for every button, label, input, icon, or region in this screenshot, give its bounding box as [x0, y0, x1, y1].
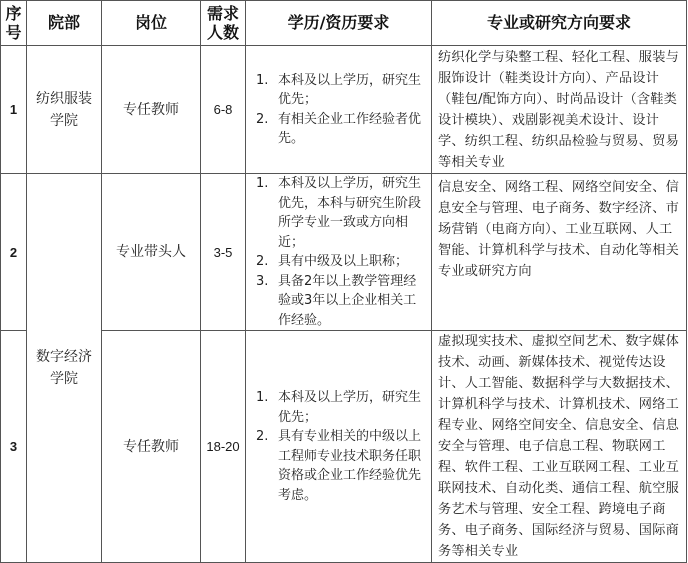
- requirement-index: 2.: [256, 429, 269, 444]
- requirement-text: 具有专业相关的中级以上工程师专业技术职务任职资格或企业工作经验优先考虑。: [278, 429, 422, 503]
- college-text: 数字经济学院: [36, 349, 92, 387]
- requirement-index: 1.: [256, 390, 269, 405]
- requirement-text: 有相关企业工作经验者优先。: [278, 111, 422, 146]
- requirement-item: [256, 252, 427, 272]
- header-seq: 序号: [1, 1, 27, 46]
- row-count: 3-5: [201, 174, 246, 331]
- row-count: 6-8: [201, 46, 246, 174]
- requirement-text: 本科及以上学历，研究生优先，本科与研究生阶段所学专业一致或方向相近；: [278, 176, 422, 250]
- table-row: [1, 174, 687, 331]
- requirement-text: 本科及以上学历，研究生优先；: [278, 390, 422, 425]
- header-count: 需求人数: [201, 1, 246, 46]
- row-college: [27, 174, 102, 563]
- requirement-item: [256, 388, 427, 427]
- row-major: 虚拟现实技术、虚拟空间艺术、数字媒体技术、动画、新媒体技术、视觉传达设计、人工智能、数据科学与大数据技术、计算机科学与技术、计算机技术、网络工程专业、网络空间安全、信息安全、信息安全与管理、电子信息工程、物联网工程、软件工程、工业互联网工程、工业互联网技术、自动化类、通信工程、航空服务艺术与管理、安全工程、跨境电子商务、电子商务、国际经济与贸易、国际商务等相关专业: [432, 331, 687, 563]
- requirement-item: [256, 427, 427, 505]
- row-seq: 1: [1, 46, 27, 174]
- row-requirements: [246, 46, 432, 174]
- row-post: 专业带头人: [102, 174, 201, 331]
- header-major: 专业或研究方向要求: [432, 1, 687, 46]
- row-requirements: [246, 174, 432, 331]
- row-major: 纺织化学与染整工程、轻化工程、服装与服饰设计（鞋类设计方向）、产品设计（鞋包/配饰方向）、时尚品设计（含鞋类设计模块）、戏剧影视美术设计、设计学、纺织工程、纺织品检验与贸易、贸易等相关专业: [432, 46, 687, 174]
- row-seq: 2: [1, 174, 27, 331]
- header-education: 学历/资历要求: [246, 1, 432, 46]
- requirement-index: 2.: [256, 111, 269, 127]
- requirement-text: 具有中级及以上职称；: [278, 254, 409, 269]
- header-college: 院部: [27, 1, 102, 46]
- row-college: [27, 46, 102, 174]
- requirement-item: [256, 71, 427, 110]
- table-row: [1, 331, 687, 563]
- header-post: 岗位: [102, 1, 201, 46]
- requirement-index: 1.: [256, 72, 269, 88]
- row-count: 18-20: [201, 331, 246, 563]
- requirement-item: [256, 110, 427, 149]
- row-requirements: [246, 331, 432, 563]
- requirement-item: [256, 272, 427, 331]
- requirement-index: 1.: [256, 176, 269, 191]
- row-major: 信息安全、网络工程、网络空间安全、信息安全与管理、电子商务、数字经济、市场营销（电商方向）、工业互联网、人工智能、计算机科学与技术、自动化等相关专业或研究方向: [432, 174, 687, 331]
- row-post: 专任教师: [102, 46, 201, 174]
- requirement-text: 本科及以上学历，研究生优先；: [278, 72, 422, 107]
- requirement-index: 2.: [256, 254, 269, 269]
- row-seq: 3: [1, 331, 27, 563]
- college-text: 纺织服装学院: [36, 90, 92, 129]
- requirement-text: 具备2年以上教学管理经验或3年以上企业相关工作经验。: [278, 273, 417, 328]
- row-post: 专任教师: [102, 331, 201, 563]
- header-row: [1, 1, 687, 46]
- requirement-index: 3.: [256, 273, 269, 289]
- table-row: [1, 46, 687, 174]
- requirement-item: [256, 174, 427, 252]
